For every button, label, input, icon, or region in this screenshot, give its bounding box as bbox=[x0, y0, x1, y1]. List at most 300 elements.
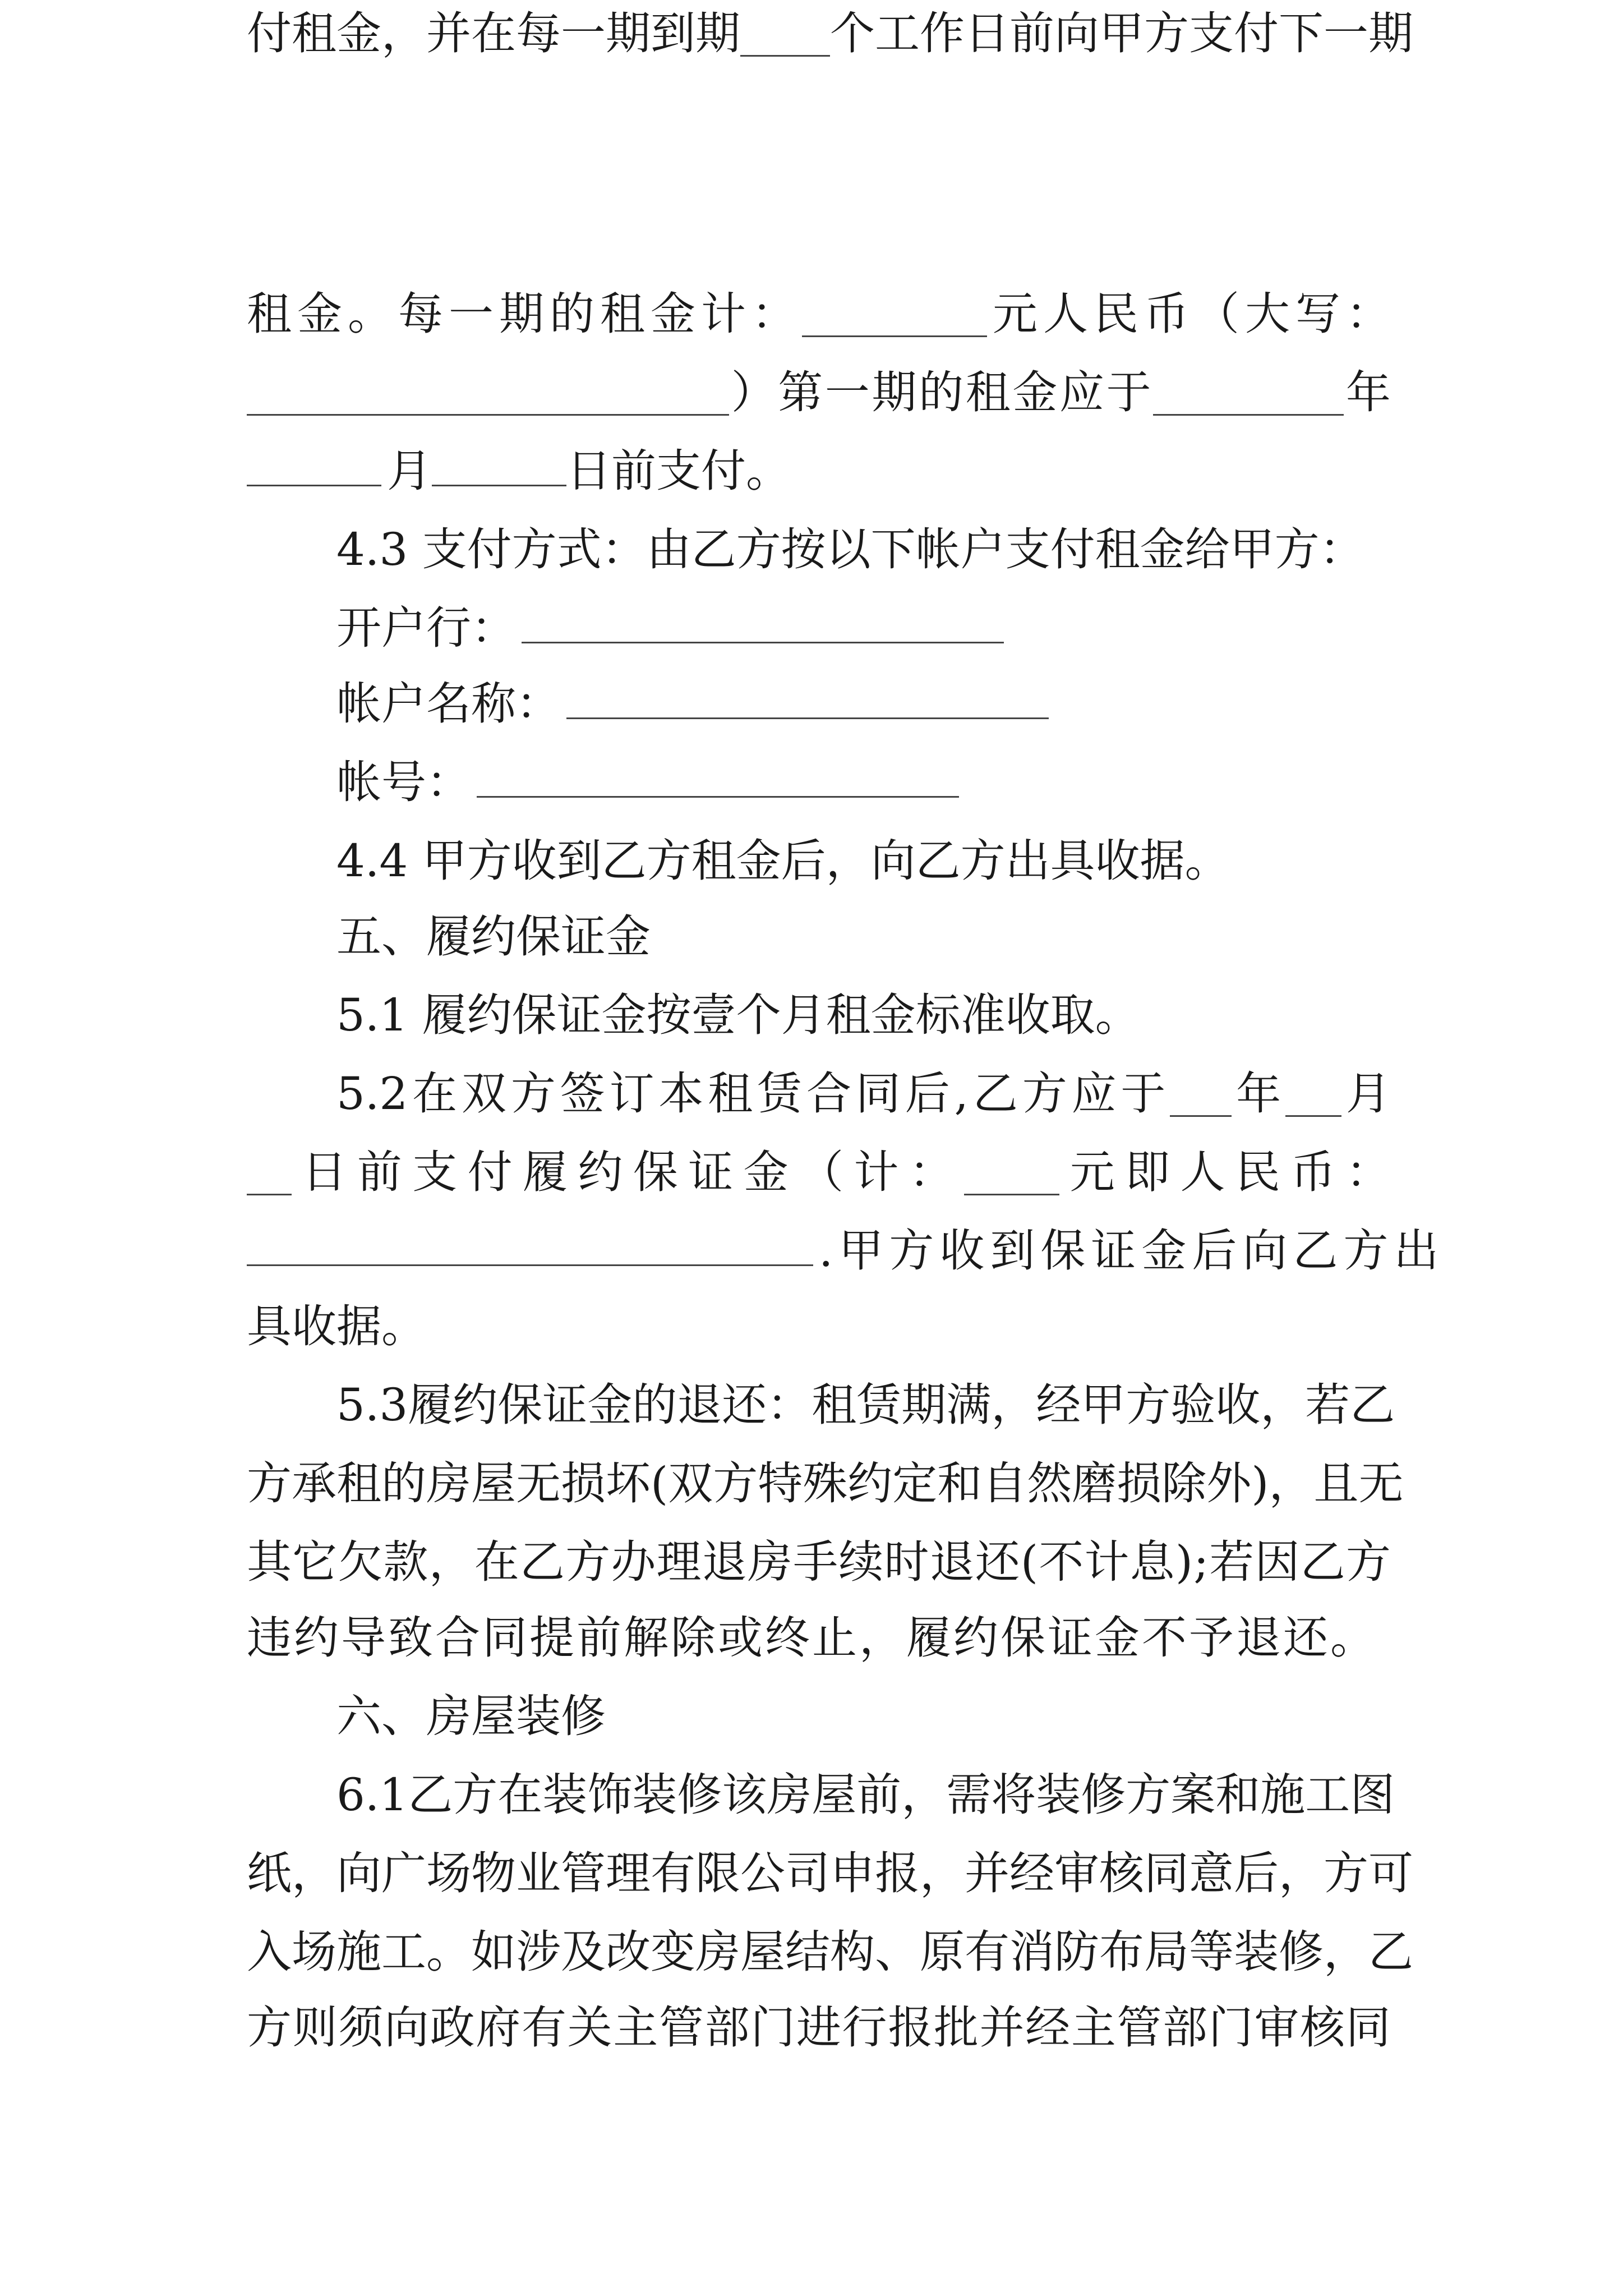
text-char: 双 bbox=[461, 1068, 506, 1120]
text-char: 验 bbox=[1170, 1379, 1216, 1431]
text-char: 业 bbox=[516, 1847, 561, 1899]
text-char: 部 bbox=[1163, 2001, 1208, 2054]
text-char: 合 bbox=[806, 1068, 851, 1120]
text-char: 期 bbox=[499, 288, 544, 340]
text-char: 日 bbox=[302, 1146, 347, 1198]
text-char: 其 bbox=[247, 1536, 292, 1588]
text-char: 管 bbox=[1117, 2001, 1162, 2054]
text-char: 保 bbox=[633, 1146, 678, 1198]
text-char: 日 bbox=[965, 7, 1009, 59]
text-char: 支 bbox=[412, 1146, 458, 1198]
blank-field[interactable] bbox=[1153, 370, 1344, 416]
text-char: , bbox=[954, 1068, 969, 1120]
text-char: 每 bbox=[516, 7, 561, 59]
text-char: 约 bbox=[847, 1457, 893, 1510]
text-char: 租 bbox=[247, 288, 292, 340]
blank-field[interactable] bbox=[1285, 1071, 1341, 1117]
text-char: 第 bbox=[778, 366, 823, 418]
text-char: 金 bbox=[336, 7, 381, 59]
text-char: 方 bbox=[1345, 1536, 1391, 1588]
text-char: 金 bbox=[651, 288, 695, 340]
text-char: 等 bbox=[1189, 1926, 1234, 1978]
text-char: 该 bbox=[722, 1769, 767, 1821]
text-char: 。 bbox=[348, 288, 393, 340]
text-char: 期 bbox=[901, 1379, 947, 1431]
text-char: 后 bbox=[1234, 1847, 1279, 1899]
text-char: 续 bbox=[838, 1536, 884, 1588]
text-char: 房 bbox=[747, 1536, 792, 1588]
text-char: 在 bbox=[497, 1769, 543, 1821]
text-char: 图 bbox=[1350, 1769, 1395, 1821]
text-char: 特 bbox=[758, 1457, 803, 1510]
text-char: 门 bbox=[1208, 2001, 1253, 2054]
text-char: 、 bbox=[875, 1926, 920, 1978]
text-char: 定 bbox=[892, 1457, 938, 1510]
text-char: 无 bbox=[1358, 1457, 1404, 1510]
text-char: 有 bbox=[965, 1926, 1009, 1978]
text-char: 布 bbox=[1099, 1926, 1144, 1978]
text-char: 履 bbox=[523, 1146, 568, 1198]
text-char: 然 bbox=[1027, 1457, 1072, 1510]
text-char: ) bbox=[1175, 1536, 1193, 1588]
text-char: 退 bbox=[929, 1536, 975, 1588]
text-char: 屋 bbox=[811, 1769, 857, 1821]
text-char: 乙 bbox=[408, 1769, 453, 1821]
blank-field[interactable] bbox=[247, 441, 381, 486]
text-char: 涉 bbox=[516, 1926, 561, 1978]
text-char: ： bbox=[909, 1146, 954, 1198]
text-char: 方 bbox=[1324, 1847, 1368, 1899]
text-char: 磨 bbox=[1072, 1457, 1117, 1510]
text-char: ： bbox=[1346, 288, 1391, 340]
text-char: ） bbox=[731, 366, 776, 418]
text-char: 房 bbox=[767, 1769, 812, 1821]
text-char: 不 bbox=[1039, 1536, 1084, 1588]
blank-field[interactable] bbox=[432, 441, 566, 486]
text-char: 证 bbox=[542, 1379, 588, 1431]
text-char: 的 bbox=[919, 366, 964, 418]
text-char: 装 bbox=[1234, 1926, 1279, 1978]
text-char: 金 bbox=[297, 288, 342, 340]
text-char: 订 bbox=[609, 1068, 654, 1120]
text-char: 金 bbox=[743, 1146, 789, 1198]
text-char: 消 bbox=[1009, 1926, 1054, 1978]
text-char: 理 bbox=[606, 1847, 651, 1899]
text-char: 一 bbox=[449, 288, 494, 340]
text-char: 结 bbox=[785, 1926, 830, 1978]
text-char: 方 bbox=[1144, 7, 1189, 59]
text-line bbox=[247, 1994, 1391, 2062]
text-char: 主 bbox=[1071, 2001, 1116, 2054]
text-char: 经 bbox=[1025, 2001, 1071, 2054]
text-char: 在 bbox=[474, 1536, 519, 1588]
text-char: 还 bbox=[722, 1379, 767, 1431]
text-char: 因 bbox=[1255, 1536, 1300, 1588]
text-char: 构 bbox=[830, 1926, 875, 1978]
text-char: 前 bbox=[856, 1769, 902, 1821]
text-char: 应 bbox=[1059, 366, 1104, 418]
text-char: 原 bbox=[920, 1926, 965, 1978]
text-char: 报 bbox=[888, 2001, 933, 2054]
section-heading-6: 六、房屋装修 bbox=[336, 1690, 606, 1742]
text-char: 入 bbox=[247, 1926, 292, 1978]
text-char: 理 bbox=[656, 1536, 702, 1588]
text-char: 元 bbox=[1069, 1146, 1115, 1198]
text-char: 手 bbox=[793, 1536, 838, 1588]
text-char: 饰 bbox=[587, 1769, 633, 1821]
text-line bbox=[247, 1529, 1391, 1596]
text-char: ; bbox=[1193, 1536, 1209, 1588]
text-char: 满 bbox=[946, 1379, 992, 1431]
text-char: 的 bbox=[632, 1379, 677, 1431]
text-char: 计 bbox=[701, 288, 746, 340]
text-char: 在 bbox=[412, 1068, 458, 1120]
text-char: 期 bbox=[606, 7, 651, 59]
text-char: 损 bbox=[1117, 1457, 1162, 1510]
text-char: ， bbox=[991, 1379, 1036, 1431]
text-char: 修 bbox=[677, 1769, 722, 1821]
text-char: 主 bbox=[613, 2001, 658, 2054]
text-char: 租 bbox=[336, 1457, 381, 1510]
text-char: 向 bbox=[384, 2001, 429, 2054]
text-char: ， bbox=[381, 7, 426, 59]
text-char: 场 bbox=[292, 1926, 336, 1978]
clause-5-3 bbox=[336, 1372, 1395, 1439]
text-char: 如 bbox=[471, 1926, 516, 1978]
text-char: 期 bbox=[695, 7, 740, 59]
text-char: 无 bbox=[516, 1457, 561, 1510]
text-char: 的 bbox=[381, 1457, 426, 1510]
text-char: 批 bbox=[933, 2001, 979, 2054]
text-char: 5.2 bbox=[336, 1068, 408, 1120]
text-char: 乙 bbox=[520, 1536, 565, 1588]
text-char: 工 bbox=[875, 7, 920, 59]
text-line bbox=[247, 1918, 1413, 1986]
text-char: 方 bbox=[247, 2001, 292, 2054]
text-char: 限 bbox=[695, 1847, 740, 1899]
text-char: 外 bbox=[1206, 1457, 1252, 1510]
text-char: ， bbox=[1260, 1379, 1306, 1431]
text-char: ： bbox=[767, 1379, 812, 1431]
text-char: 需 bbox=[946, 1769, 992, 1821]
text-char: 修 bbox=[1081, 1769, 1126, 1821]
text-char: 金 bbox=[587, 1379, 633, 1431]
text-char: 乙 bbox=[1350, 1379, 1395, 1431]
blank-field[interactable] bbox=[1170, 1071, 1232, 1117]
text-char: 方 bbox=[510, 1068, 556, 1120]
text-char: 方 bbox=[565, 1536, 611, 1588]
text-char: 甲 bbox=[1099, 7, 1144, 59]
text-line: 具收据。 bbox=[247, 1300, 426, 1352]
text-char: 同 bbox=[1345, 2001, 1391, 2054]
text-char: 并 bbox=[965, 1847, 1009, 1899]
text-char: 改 bbox=[606, 1926, 651, 1978]
text-char: ， bbox=[1324, 1926, 1368, 1978]
text-char: 方 bbox=[1022, 1068, 1067, 1120]
text-char: ( bbox=[651, 1457, 668, 1510]
bank-input[interactable] bbox=[522, 598, 1004, 643]
blank-field[interactable] bbox=[802, 292, 987, 337]
text-char: 若 bbox=[1305, 1379, 1350, 1431]
text-line bbox=[247, 280, 1391, 348]
text-char: 报 bbox=[875, 1847, 920, 1899]
text-char: 并 bbox=[979, 2001, 1025, 2054]
text-char: 人 bbox=[1043, 288, 1088, 340]
text-char: 租 bbox=[600, 288, 645, 340]
text-char: 房 bbox=[426, 1457, 471, 1510]
text-char: 并 bbox=[426, 7, 471, 59]
text-char: 付 bbox=[467, 1146, 513, 1198]
text-char: 局 bbox=[1144, 1926, 1189, 1978]
text-char: 证 bbox=[688, 1146, 734, 1198]
text-char: 租 bbox=[292, 7, 336, 59]
text-char: 一 bbox=[824, 366, 870, 418]
text-char: 签 bbox=[560, 1068, 605, 1120]
text-char: ( bbox=[1020, 1536, 1039, 1588]
text-char: 审 bbox=[1254, 2001, 1299, 2054]
text-char: 每 bbox=[398, 288, 443, 340]
text-line bbox=[247, 1139, 1391, 1206]
clause-4-4: 4.4 甲方收到乙方租金后，向乙方出具收据。 bbox=[336, 835, 1230, 887]
blank-field[interactable] bbox=[247, 370, 729, 416]
text-char: 关 bbox=[567, 2001, 612, 2054]
text-char: 承 bbox=[292, 1457, 336, 1510]
text-char: 行 bbox=[842, 2001, 887, 2054]
text-char: 司 bbox=[785, 1847, 830, 1899]
text-char: 有 bbox=[651, 1847, 695, 1899]
text-char: 和 bbox=[1215, 1769, 1261, 1821]
text-char: 须 bbox=[338, 2001, 384, 2054]
text-char: 民 bbox=[1235, 1146, 1280, 1198]
text-char: 屋 bbox=[740, 1926, 785, 1978]
text-char: 退 bbox=[702, 1536, 747, 1588]
text-char: 后 bbox=[905, 1068, 950, 1120]
text-char: 租 bbox=[965, 366, 1011, 418]
text-char: 个 bbox=[830, 7, 875, 59]
text-char: 向 bbox=[336, 1847, 381, 1899]
text-char: 前 bbox=[1009, 7, 1054, 59]
text-char: 方 bbox=[713, 1457, 758, 1510]
blank-field[interactable] bbox=[740, 11, 830, 57]
text-char: 和 bbox=[937, 1457, 983, 1510]
text-char: ， bbox=[1279, 1847, 1324, 1899]
text-char: 将 bbox=[991, 1769, 1036, 1821]
text-char: 部 bbox=[704, 2001, 750, 2054]
text-char: 元 bbox=[993, 288, 1038, 340]
text-char: 核 bbox=[1300, 2001, 1345, 2054]
text-char: 装 bbox=[632, 1769, 677, 1821]
account-name-field-row: 帐户名称： bbox=[336, 670, 1391, 738]
account-number-input[interactable] bbox=[477, 752, 959, 798]
text-char: ) bbox=[1251, 1457, 1269, 1510]
text-char: 办 bbox=[611, 1536, 656, 1588]
text-char: 且 bbox=[1313, 1457, 1359, 1510]
text-char: 审 bbox=[1054, 1847, 1099, 1899]
clause-4-3: 4.3 支付方式：由乙方按以下帐户支付租金给甲方： bbox=[336, 523, 1364, 576]
text-char: 大 bbox=[1245, 288, 1290, 340]
text-char: 公 bbox=[740, 1847, 785, 1899]
text-char: 乙 bbox=[1368, 1926, 1413, 1978]
text-char: 约 bbox=[453, 1379, 498, 1431]
text-char: 计 bbox=[1084, 1536, 1129, 1588]
text-char: 的 bbox=[550, 288, 594, 340]
text-char: 赁 bbox=[856, 1379, 902, 1431]
text-char: 及 bbox=[561, 1926, 606, 1978]
text-char: 施 bbox=[336, 1926, 381, 1978]
text-char: 写 bbox=[1295, 288, 1340, 340]
text-char: 支 bbox=[1189, 7, 1234, 59]
text-char: 即 bbox=[1125, 1146, 1170, 1198]
text-char: 装 bbox=[542, 1769, 588, 1821]
text-char: 甲 bbox=[1081, 1379, 1126, 1431]
text-char: 年 bbox=[1236, 1068, 1281, 1120]
text-line bbox=[247, 1450, 1404, 1517]
text-char: 约 bbox=[578, 1146, 623, 1198]
text-char: 币 bbox=[1290, 1146, 1336, 1198]
text-char: 申 bbox=[830, 1847, 875, 1899]
text-line: 违约导致合同提前解除或终止，履约保证金不予退还。 bbox=[247, 1612, 1377, 1664]
text-char: 金 bbox=[1012, 366, 1058, 418]
text-char: 同 bbox=[1144, 1847, 1189, 1899]
text-char: 赁 bbox=[757, 1068, 803, 1120]
text-char: 有 bbox=[521, 2001, 566, 2054]
text-char: 年 bbox=[1345, 366, 1391, 418]
text-char: 房 bbox=[695, 1926, 740, 1978]
text-char: 自 bbox=[982, 1457, 1027, 1510]
text-char: 本 bbox=[658, 1068, 704, 1120]
clause-5-1: 5.1 履约保证金按壹个月租金标准收取。 bbox=[336, 989, 1140, 1041]
text-char: 殊 bbox=[803, 1457, 848, 1510]
text-char: 工 bbox=[1305, 1769, 1350, 1821]
text-char: 则 bbox=[292, 2001, 338, 2054]
text-char: 币 bbox=[1144, 288, 1189, 340]
text-char: 物 bbox=[471, 1847, 516, 1899]
text-char: 修 bbox=[1279, 1926, 1324, 1978]
text-char: 核 bbox=[1099, 1847, 1144, 1899]
text-char: 管 bbox=[561, 1847, 606, 1899]
text-char: 乙 bbox=[972, 1068, 1018, 1120]
text-char: 期 bbox=[872, 366, 917, 418]
text-char: 施 bbox=[1260, 1769, 1306, 1821]
clause-6-1 bbox=[336, 1761, 1395, 1829]
text-char: 在 bbox=[471, 7, 516, 59]
blank-field[interactable] bbox=[247, 1221, 813, 1266]
text-char: ， bbox=[901, 1769, 947, 1821]
text-char: 款 bbox=[383, 1536, 428, 1588]
text-char: 租 bbox=[708, 1068, 753, 1120]
text-char: ： bbox=[751, 288, 796, 340]
text-char: 民 bbox=[1094, 288, 1138, 340]
text-char: 期 bbox=[1368, 7, 1413, 59]
clause-5-2 bbox=[336, 1060, 1391, 1128]
text-char: 收 bbox=[1215, 1379, 1261, 1431]
text-char: 政 bbox=[430, 2001, 475, 2054]
text-char: 欠 bbox=[338, 1536, 383, 1588]
text-char: 付 bbox=[247, 7, 292, 59]
text-char: 计 bbox=[854, 1146, 899, 1198]
bank-field-row: 开户行： bbox=[336, 595, 1391, 662]
blank-field[interactable] bbox=[964, 1150, 1059, 1195]
text-char: 工 bbox=[381, 1926, 426, 1978]
blank-field[interactable] bbox=[247, 1150, 292, 1195]
text-char: 经 bbox=[1009, 1847, 1054, 1899]
text-char: 租 bbox=[811, 1379, 857, 1431]
text-char: 6.1 bbox=[336, 1769, 408, 1821]
text-char: ， bbox=[428, 1536, 474, 1588]
text-line: 月 日前支付。 bbox=[247, 438, 1391, 505]
text-char: 月 bbox=[1345, 1068, 1391, 1120]
text-char: 场 bbox=[426, 1847, 471, 1899]
account-name-input[interactable] bbox=[566, 674, 1049, 719]
text-char: 管 bbox=[658, 2001, 704, 2054]
text-char: 双 bbox=[668, 1457, 713, 1510]
text-char: 时 bbox=[884, 1536, 929, 1588]
text-char: 还 bbox=[975, 1536, 1020, 1588]
section-heading-5: 五、履约保证金 bbox=[336, 910, 651, 963]
text-line bbox=[247, 1840, 1413, 1907]
account-number-field-row: 帐号： bbox=[336, 749, 1391, 816]
text-char: 装 bbox=[1036, 1769, 1081, 1821]
text-char: 变 bbox=[651, 1926, 695, 1978]
text-char: 息 bbox=[1129, 1536, 1175, 1588]
text-char: 应 bbox=[1071, 1068, 1117, 1120]
text-char: ： bbox=[1345, 1146, 1391, 1198]
text-char: 作 bbox=[920, 7, 965, 59]
text-char: 履 bbox=[408, 1379, 453, 1431]
text-char: 门 bbox=[750, 2001, 796, 2054]
text-char: 方 bbox=[1126, 1379, 1171, 1431]
text-char: 付 bbox=[1234, 7, 1279, 59]
text-char: ， bbox=[292, 1847, 336, 1899]
text-char: 纸 bbox=[247, 1847, 292, 1899]
text-char: 乙 bbox=[1300, 1536, 1345, 1588]
text-line: .甲方收到保证金后向乙方出 bbox=[247, 1217, 1391, 1285]
text-char: 保 bbox=[497, 1379, 543, 1431]
text-char: 一 bbox=[561, 7, 606, 59]
text-char: ， bbox=[1269, 1457, 1314, 1510]
text-char: 坏 bbox=[606, 1457, 651, 1510]
text-char: 可 bbox=[1368, 1847, 1413, 1899]
text-char: 府 bbox=[476, 2001, 521, 2054]
text-char: 。 bbox=[426, 1926, 471, 1978]
text-char: 一 bbox=[1324, 7, 1368, 59]
text-char: 它 bbox=[292, 1536, 338, 1588]
text-char: 5.3 bbox=[336, 1379, 408, 1431]
text-char: 同 bbox=[855, 1068, 901, 1120]
text-char: 方 bbox=[247, 1457, 292, 1510]
text-char: 向 bbox=[1054, 7, 1099, 59]
text-char: 到 bbox=[651, 7, 695, 59]
text-char: 退 bbox=[677, 1379, 722, 1431]
text-char: 损 bbox=[561, 1457, 606, 1510]
text-char: 经 bbox=[1036, 1379, 1081, 1431]
text-char: （ bbox=[799, 1146, 844, 1198]
text-char: 防 bbox=[1054, 1926, 1099, 1978]
text-char: （ bbox=[1195, 288, 1239, 340]
text-char: 于 bbox=[1121, 1068, 1166, 1120]
text-char: 进 bbox=[796, 2001, 841, 2054]
text-char: 前 bbox=[357, 1146, 402, 1198]
text-char: 方 bbox=[453, 1769, 498, 1821]
text-char: 于 bbox=[1106, 366, 1151, 418]
text-char: ， bbox=[920, 1847, 965, 1899]
text-char: 案 bbox=[1170, 1769, 1216, 1821]
text-char: 屋 bbox=[471, 1457, 516, 1510]
text-char: 广 bbox=[381, 1847, 426, 1899]
text-char: 下 bbox=[1279, 7, 1324, 59]
text-char: 若 bbox=[1209, 1536, 1255, 1588]
text-line bbox=[247, 0, 1413, 67]
